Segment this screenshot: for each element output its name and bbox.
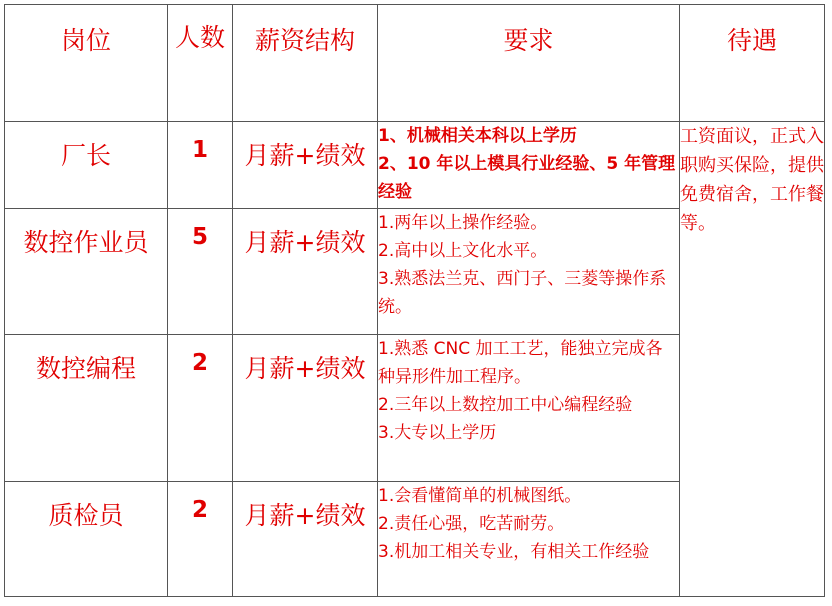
requirements-cell: [378, 122, 680, 209]
position-cell: 质检员: [5, 482, 168, 597]
job-table: [4, 4, 825, 597]
requirement-item: 2.高中以上文化水平。: [378, 241, 548, 261]
requirement-item: 3.机加工相关专业，有相关工作经验: [378, 542, 650, 562]
position-cell: 数控编程: [5, 335, 168, 482]
count-cell: 2: [168, 335, 233, 482]
count-cell: 5: [168, 209, 233, 335]
requirement-item: 2.三年以上数控加工中心编程经验: [378, 395, 633, 415]
header-count: 人数: [168, 5, 233, 122]
salary-cell: 月薪+绩效: [233, 482, 378, 597]
requirement-item: 3.熟悉法兰克、西门子、三菱等操作系统。: [378, 269, 667, 317]
requirement-item: 1.会看懂简单的机械图纸。: [378, 486, 582, 506]
requirement-item: 1、机械相关本科以上学历: [378, 126, 577, 146]
requirement-item: 1.熟悉 CNC 加工工艺，能独立完成各种异形件加工程序。: [378, 339, 663, 387]
count-cell: 1: [168, 122, 233, 209]
position-cell: 数控作业员: [5, 209, 168, 335]
header-row: [5, 5, 825, 122]
header-requirements: 要求: [378, 5, 680, 122]
position-cell: 厂长: [5, 122, 168, 209]
header-salary: 薪资结构: [233, 5, 378, 122]
header-benefits: 待遇: [680, 5, 825, 122]
requirements-cell: [378, 209, 680, 335]
salary-cell: 月薪+绩效: [233, 209, 378, 335]
requirements-cell: [378, 482, 680, 597]
salary-cell: 月薪+绩效: [233, 122, 378, 209]
requirement-item: 2、10 年以上模具行业经验、5 年管理经验: [378, 154, 676, 202]
salary-cell: 月薪+绩效: [233, 335, 378, 482]
requirement-item: 3.大专以上学历: [378, 423, 497, 443]
requirement-item: 2.责任心强，吃苦耐劳。: [378, 514, 565, 534]
count-cell: 2: [168, 482, 233, 597]
header-position: 岗位: [5, 5, 168, 122]
table-row: [5, 122, 825, 209]
benefits-cell: 工资面议，正式入职购买保险，提供免费宿舍，工作餐等。: [680, 122, 825, 597]
requirement-item: 1.两年以上操作经验。: [378, 213, 548, 233]
requirements-cell: [378, 335, 680, 482]
